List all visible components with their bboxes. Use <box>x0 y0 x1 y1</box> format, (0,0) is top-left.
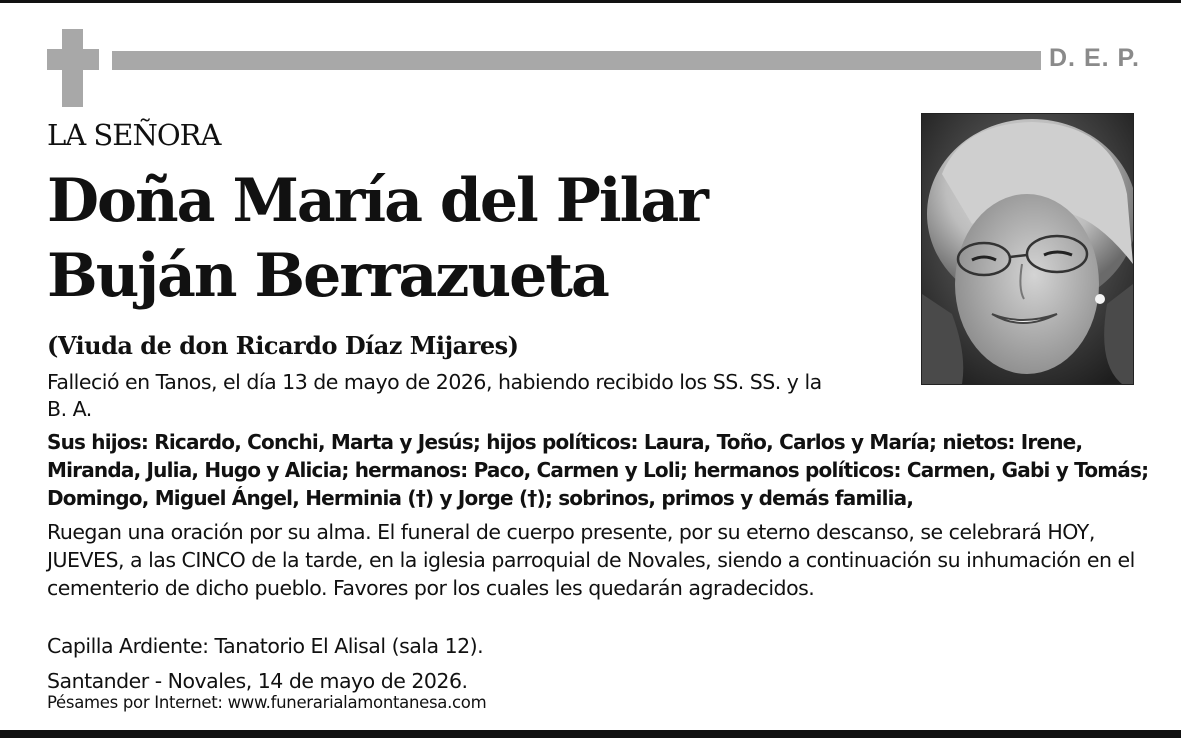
funeral-notice: Ruegan una oración por su alma. El funeral de cuerpo presente, por su eterno descanso, se celebrará HOY, JUEVES, a las CINCO de la tarde, en la iglesia parroquial de Novales, siendo a continuación su inhumación en el cementerio de dicho pueblo. Favores por los cuales les quedarán agradecidos. <box>47 520 1135 600</box>
cross-icon <box>47 29 99 107</box>
top-border <box>0 0 1181 3</box>
name-line-1: Doña María del Pilar <box>47 166 707 236</box>
dep-label: D. E. P. <box>1049 44 1140 72</box>
portrait-photo <box>921 113 1134 385</box>
honorific-prefix: LA SEÑORA <box>47 118 221 152</box>
death-notice: Falleció en Tanos, el día 13 de mayo de 2026, habiendo recibido los SS. SS. y la B. A. <box>47 370 822 421</box>
widow-of: (Viuda de don Ricardo Díaz Mijares) <box>47 331 519 360</box>
header-bar <box>112 51 1041 70</box>
chapel-info: Capilla Ardiente: Tanatorio El Alisal (sala 12). <box>47 634 484 658</box>
family-list: Sus hijos: Ricardo, Conchi, Marta y Jesús; hijos políticos: Laura, Toño, Carlos y María; nietos: Irene, Miranda, Julia, Hugo y Alicia; hermanos: Paco, Carmen y Loli; hermanos políticos: Carmen, Gabi y Tomás; Domingo, Miguel Ángel, Herminia (†) y Jorge (†); sobrinos, primos y demás familia, <box>47 430 1149 510</box>
deceased-name <box>47 164 707 314</box>
bottom-border <box>0 730 1181 738</box>
condolences-website: Pésames por Internet: www.funerarialamontanesa.com <box>47 693 487 712</box>
name-line-2: Buján Berrazueta <box>47 241 608 311</box>
place-date: Santander - Novales, 14 de mayo de 2026. <box>47 669 468 693</box>
